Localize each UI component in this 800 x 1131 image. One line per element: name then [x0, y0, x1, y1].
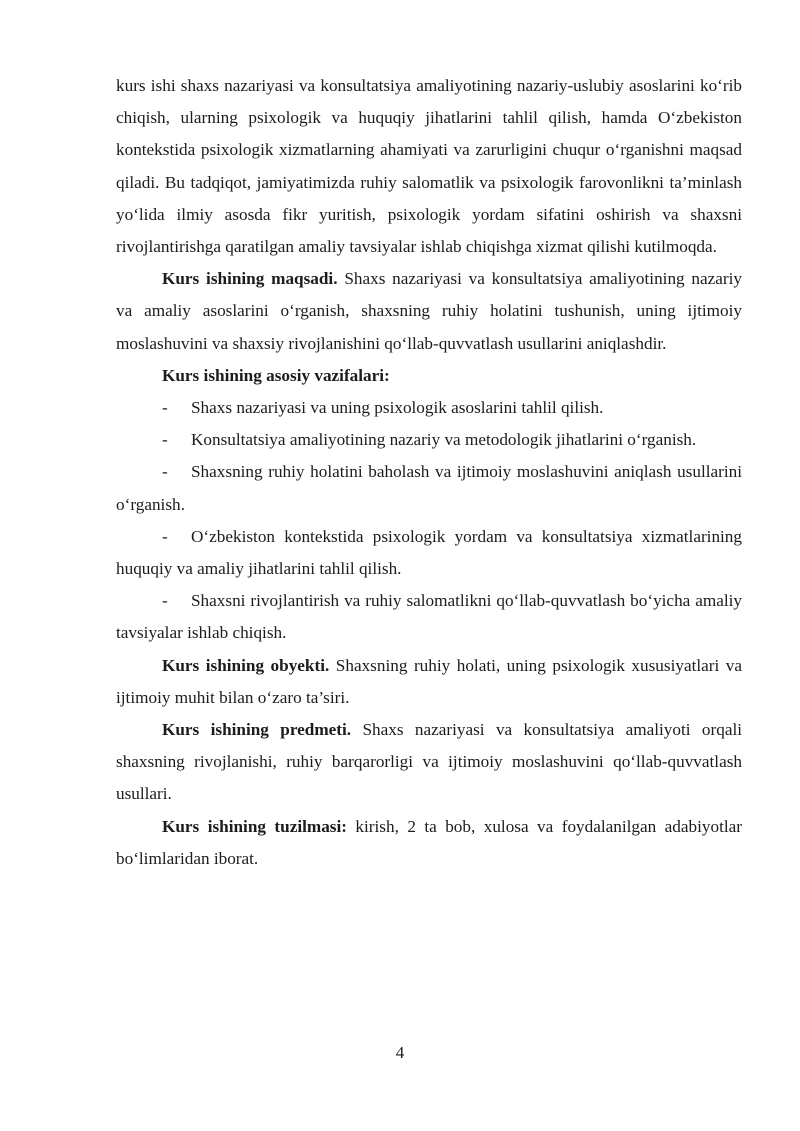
- task-item-text: Shaxsning ruhiy holatini baholash va ijtimoiy moslashuvini aniqlash usullarini o‘rganish.: [116, 462, 742, 514]
- task-item-text: Shaxs nazariyasi va uning psixologik asoslarini tahlil qilish.: [191, 398, 604, 418]
- page-number: 4: [395, 1043, 405, 1062]
- object-paragraph: [116, 650, 742, 714]
- subject-text: Shaxs nazariyasi va konsultatsiya amaliyoti orqali shaxsning rivojlanishi, ruhiy barqarorligi va ijtimoiy moslashuvini qo‘llab-quvvatlash usullari.: [116, 720, 742, 804]
- subject-heading: Kurs ishining predmeti.: [162, 720, 352, 740]
- goal-text: Shaxs nazariyasi va konsultatsiya amaliyotining nazariy va amaliy asoslarini o‘rganish, shaxsning ruhiy holatini tushunish, uning ijtimoiy moslashuvini va shaxsiy rivojlanishini qo‘llab-quvvatlash usullarini aniqlashdir.: [116, 269, 742, 353]
- structure-text: kirish, 2 ta bob, xulosa va foydalanilgan adabiyotlar bo‘limlaridan iborat.: [116, 816, 742, 868]
- tasks-heading-text: Kurs ishining asosiy vazifalari:: [162, 365, 390, 385]
- task-item-1: [116, 392, 742, 424]
- dash-marker: -: [162, 462, 168, 482]
- goal-paragraph: [116, 263, 742, 360]
- structure-paragraph: [116, 811, 742, 875]
- subject-paragraph: [116, 714, 742, 811]
- task-item-text: Shaxsni rivojlantirish va ruhiy salomatlikni qo‘llab-quvvatlash bo‘yicha amaliy tavsiyalar ishlab chiqish.: [116, 591, 742, 643]
- task-item-text: Konsultatsiya amaliyotining nazariy va metodologik jihatlarini o‘rganish.: [191, 430, 697, 450]
- dash-marker: -: [162, 430, 168, 450]
- task-item-5: [116, 585, 742, 649]
- task-item-text: O‘zbekiston kontekstida psixologik yordam va konsultatsiya xizmatlarining huquqiy va amaliy jihatlarini tahlil qilish.: [116, 526, 742, 579]
- dash-marker: -: [162, 591, 168, 611]
- task-item-2: [116, 424, 742, 456]
- intro-paragraph: kurs ishi shaxs nazariyasi va konsultatsiya amaliyotining nazariy-uslubiy asoslarini ko‘rib chiqish, ularning psixologik va huquqiy jihatlarini tahlil qilish, hamda O‘zbekiston kontekstida psixologik xizmatlarning ahamiyati va zarurligini chuqur o‘rganishni maqsad qiladi. Bu tadqiqot, jamiyatimizda ruhiy salomatlik va psixologik farovonlikni ta’minlash yo‘lida ilmiy asosda fikr yuritish, psixologik yordam sifatini oshirish va shaxsni rivojlantirishga qaratilgan amaliy tavsiyalar ishlab chiqishga xizmat qilishi kutilmoqda.: [116, 76, 742, 257]
- structure-heading: Kurs ishining tuzilmasi:: [162, 816, 347, 836]
- tasks-heading: [116, 360, 742, 392]
- task-item-3: [116, 456, 742, 520]
- document-page: [116, 70, 742, 875]
- dash-marker: -: [162, 398, 168, 418]
- object-heading: Kurs ishining obyekti.: [162, 655, 330, 675]
- goal-heading: Kurs ishining maqsadi.: [162, 269, 338, 289]
- dash-marker: -: [162, 526, 168, 546]
- task-item-4: [116, 521, 742, 585]
- object-text: Shaxsning ruhiy holati, uning psixologik xususiyatlari va ijtimoiy muhit bilan o‘zaro ta’siri.: [116, 655, 743, 707]
